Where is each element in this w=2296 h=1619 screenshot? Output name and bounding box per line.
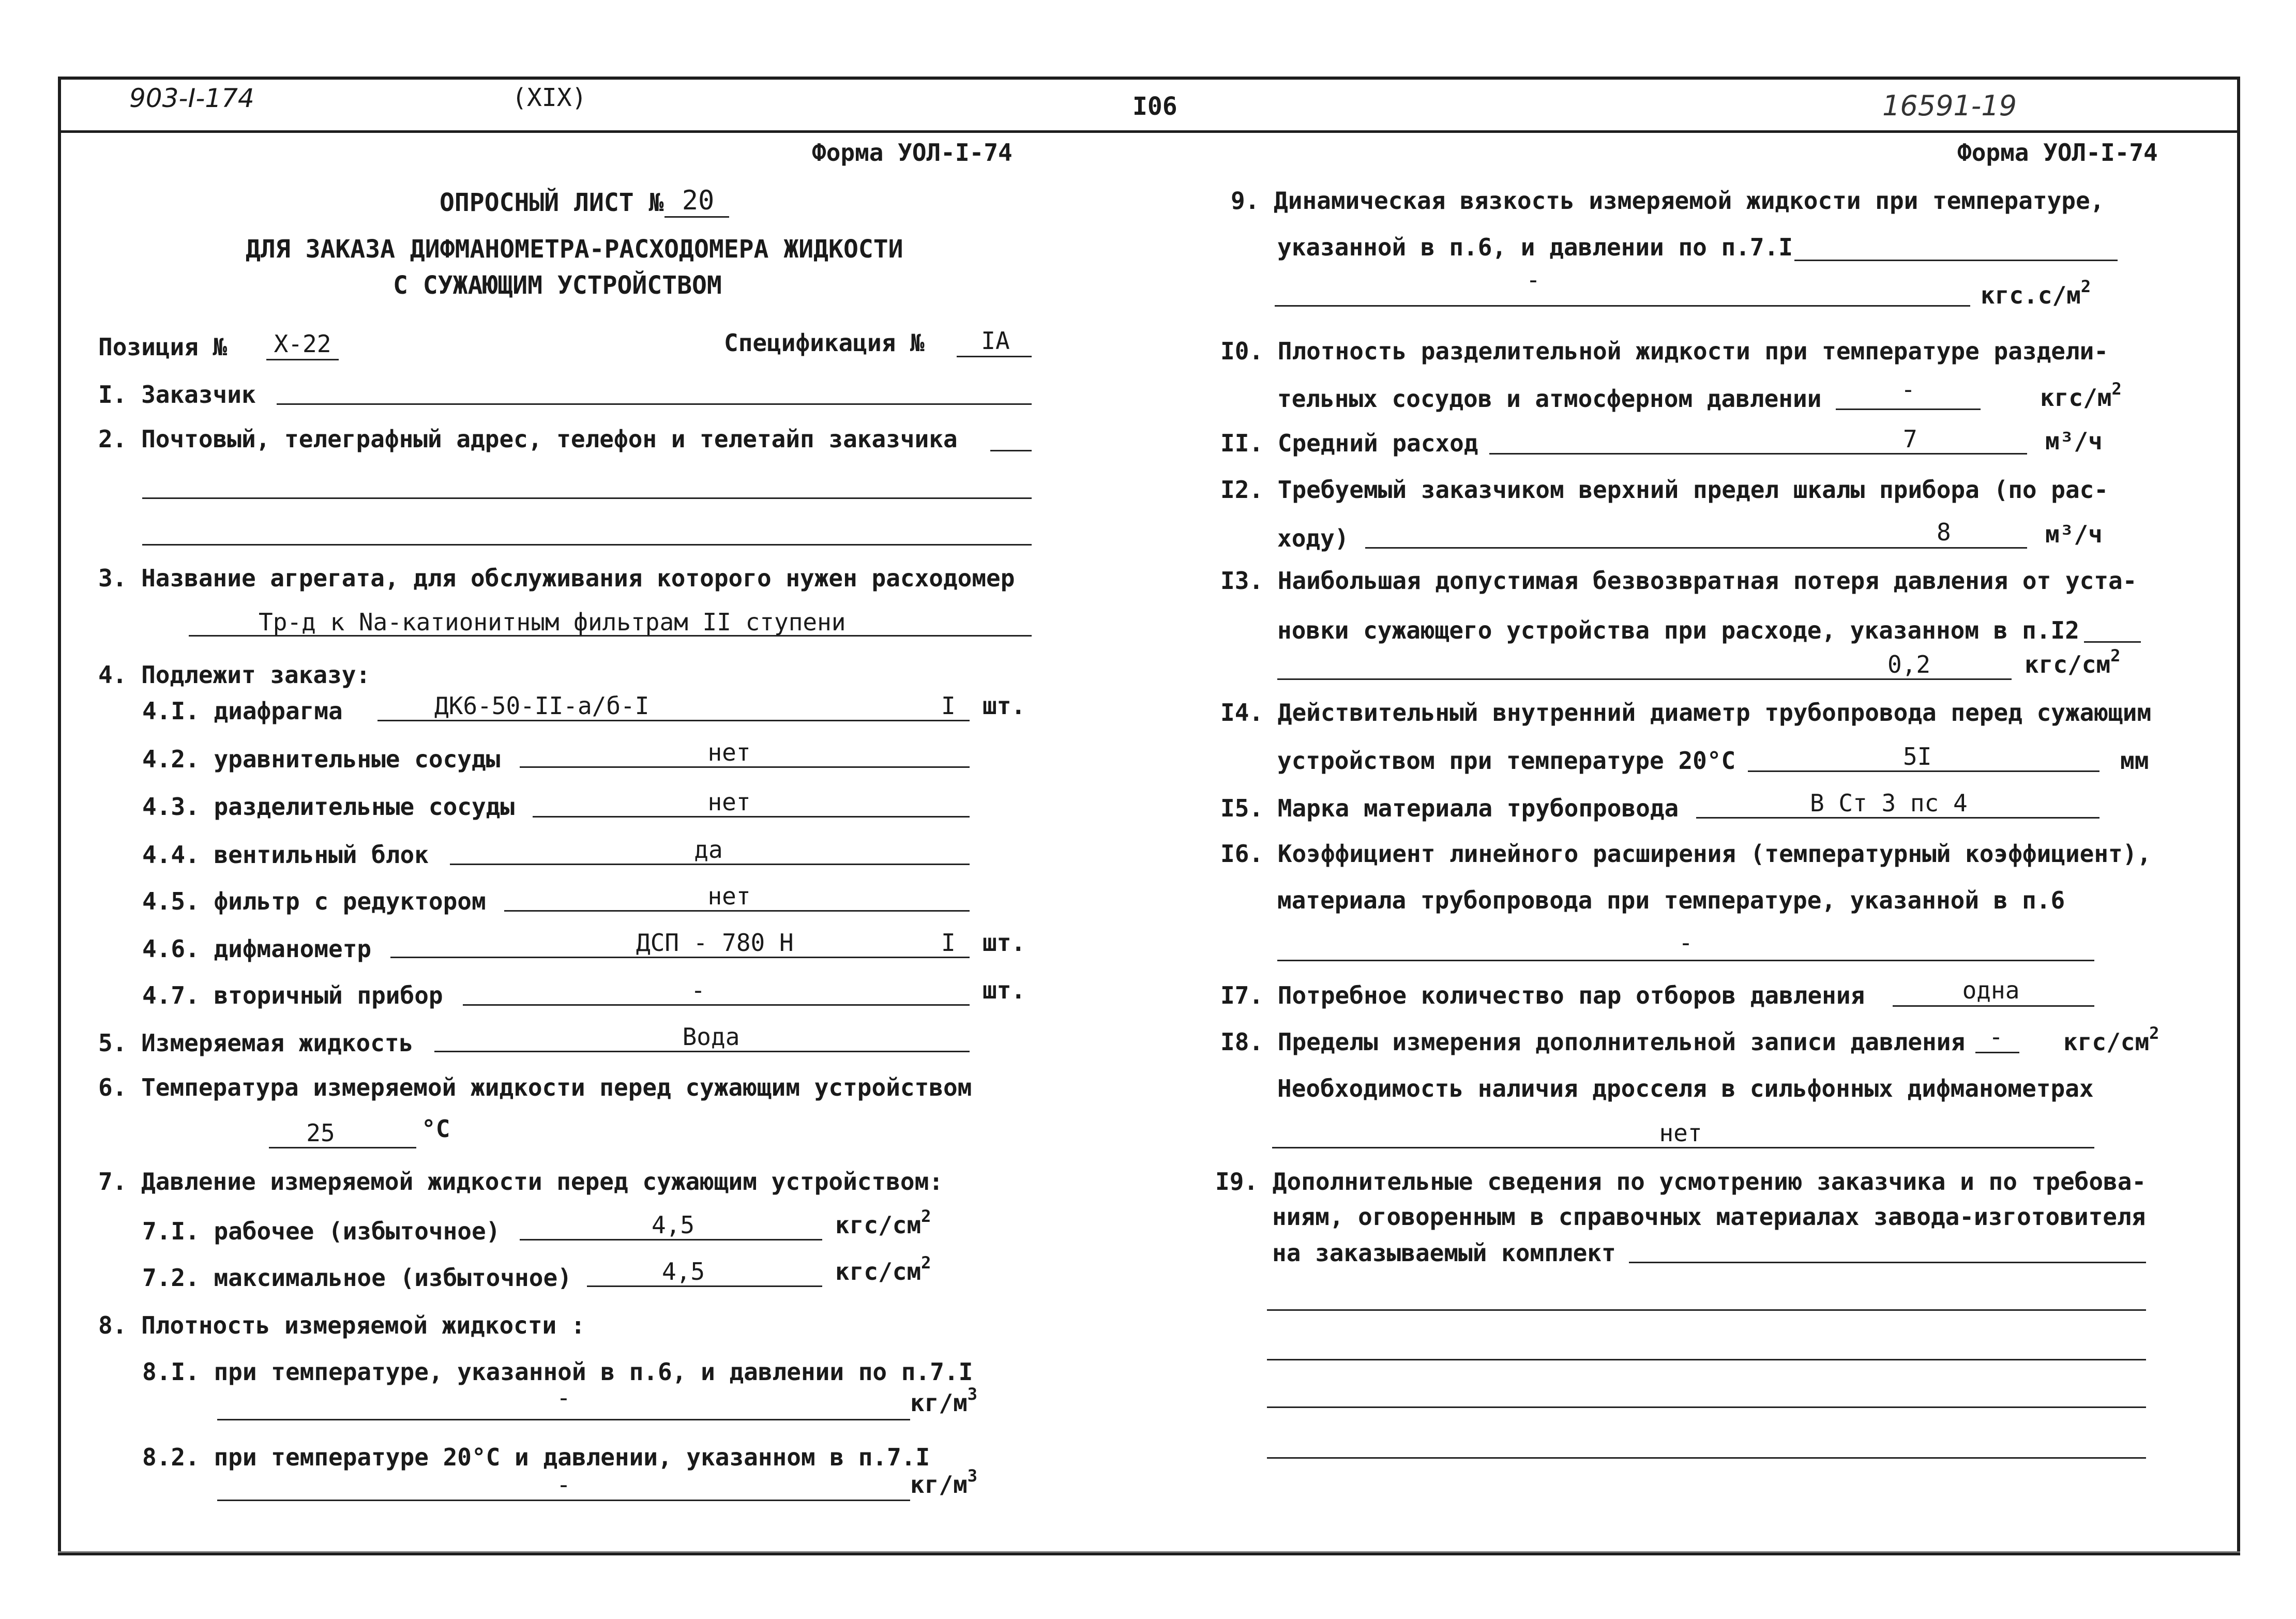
item12-line [1365, 547, 2027, 549]
item11-value: 7 [1903, 425, 1917, 453]
item9-line1: 9. Динамическая вязкость измеряемой жидкости при температуре, [1231, 187, 2105, 215]
item19-line2: ниям, оговоренным в справочных материалах завода-изготовителя [1272, 1203, 2146, 1231]
archive-number: 16591-19 [1882, 89, 2017, 122]
item7-2-line [587, 1285, 822, 1287]
position-value: Х-22 [274, 330, 331, 358]
item13-value: 0,2 [1887, 650, 1931, 678]
header-divider [58, 130, 2240, 133]
item12-line2: ходу) [1277, 524, 1349, 552]
item4-4-value: да [694, 836, 723, 864]
title-line1: ОПРОСНЫЙ ЛИСТ № [440, 188, 664, 217]
item3-label: 3. Название агрегата, для обслуживания которого нужен расходомер [98, 564, 1015, 592]
item18b-label: Необходимость наличия дросселя в сильфонных дифманометрах [1277, 1075, 2094, 1102]
item4-7-line [463, 1004, 970, 1006]
item2-line2 [142, 497, 1032, 499]
item11-unit: м³/ч [2045, 427, 2103, 455]
item4-6-line [390, 957, 970, 958]
item12-unit: м³/ч [2045, 520, 2103, 548]
item14-line1: I4. Действительный внутренний диаметр трубопровода перед сужающим [1220, 699, 2152, 727]
item4-3-label: 4.3. разделительные сосуды [142, 793, 515, 821]
item4-1-unit: шт. [983, 692, 1026, 720]
item7-1-value: 4,5 [652, 1211, 695, 1239]
item14-value: 5I [1903, 743, 1932, 770]
item14-line [1748, 770, 2099, 772]
item14-unit: мм [2120, 747, 2149, 775]
item8-2-value: - [556, 1471, 571, 1499]
item10-line [1836, 408, 1981, 410]
item4-3-value: нет [707, 788, 751, 816]
item19-line1: I9. Дополнительные сведения по усмотрению заказчика и по требова- [1215, 1168, 2147, 1196]
item4-6-value: ДСП - 780 Н [636, 929, 794, 957]
item8-1-line [217, 1419, 910, 1420]
item9-unit: $кгс.с/м^2$ [1981, 277, 2091, 309]
item8-2-unit: $кг/м^3$ [910, 1466, 978, 1499]
item11-label: II. Средний расход [1220, 429, 1478, 457]
item7-1-unit: кгс/$см^2$ [835, 1206, 931, 1239]
item8-2-label: 8.2. при температуре 20°С и давлении, указанном в п.7.I [142, 1443, 930, 1471]
item1-line [277, 403, 1032, 405]
item9-value: - [1526, 266, 1540, 294]
position-line [266, 359, 339, 360]
item13-line2: новки сужающего устройства при расходе, указанном в п.I2 [1277, 616, 2079, 644]
item4-5-value: нет [707, 882, 751, 910]
item4-4-line [450, 864, 970, 865]
item16-line1: I6. Коэффициент линейного расширения (температурный коэффициент), [1220, 840, 2152, 868]
item9-line-b [1275, 305, 1970, 307]
item4-7-label: 4.7. вторичный прибор [142, 981, 443, 1009]
item2-line1 [990, 450, 1032, 451]
item4-3-line [533, 816, 970, 818]
item6-label: 6. Температура измеряемой жидкости перед сужающим устройством [98, 1073, 972, 1101]
spec-line [957, 356, 1032, 357]
item10-line1: I0. Плотность разделительной жидкости при температуре раздели- [1220, 337, 2109, 365]
item17-label: I7. Потребное количество пар отборов давления [1220, 981, 1865, 1009]
form-label-left: Форма УОЛ-I-74 [812, 139, 1013, 167]
item4-7-value: - [691, 976, 705, 1004]
item4-4-label: 4.4. вентильный блок [142, 841, 429, 869]
item1-label: I. Заказчик [98, 381, 256, 408]
item10-line2: тельных сосудов и атмосферном давлении [1277, 385, 1822, 413]
item6-line [269, 1147, 416, 1148]
item10-value: - [1901, 375, 1915, 403]
item16-value: - [1679, 929, 1693, 957]
item9-line-a [1794, 260, 2118, 261]
item17-value: одна [1962, 976, 2020, 1004]
item4-1-label: 4.I. диафрагма [142, 697, 343, 725]
item9-line2: указанной в п.6, и давлении по п.7.I [1277, 233, 1793, 261]
item17-line [1893, 1005, 2094, 1007]
item19-line3: на заказываемый комплект [1272, 1239, 1616, 1267]
item3-line [189, 635, 1032, 637]
item8-2-line [217, 1500, 910, 1501]
item12-line1: I2. Требуемый заказчиком верхний предел шкалы прибора (по рас- [1220, 476, 2109, 504]
frame-bottom-line [58, 1551, 2240, 1553]
item15-line [1696, 817, 2099, 819]
item18b-value: нет [1659, 1119, 1702, 1147]
title-number: 20 [682, 185, 715, 216]
item4-1-value: ДК6-50-II-а/б-I [434, 692, 649, 720]
page-number: I06 [1132, 92, 1177, 121]
item4-1-qty: I [941, 692, 956, 720]
item4-5-label: 4.5. фильтр с редуктором [142, 887, 486, 915]
item10-unit: кгс/$м^2$ [2040, 379, 2122, 412]
item19-line-e [1267, 1457, 2146, 1459]
item16-line2: материала трубопровода при температуре, указанной в п.6 [1277, 886, 2065, 914]
item14-line2: устройством при температуре 20°С [1277, 747, 1736, 775]
item19-line-d [1267, 1406, 2146, 1408]
item7-1-line [520, 1239, 822, 1240]
item7-2-value: 4,5 [662, 1258, 705, 1285]
item2-label: 2. Почтовый, телеграфный адрес, телефон и телетайп заказчика [98, 425, 958, 453]
form-label-right: Форма УОЛ-I-74 [1957, 139, 2158, 167]
item18-unit: кгс/$см^2$ [2063, 1023, 2159, 1056]
item8-1-value: - [556, 1384, 571, 1412]
position-label: Позиция № [98, 333, 228, 361]
spec-label: Спецификация № [724, 329, 925, 357]
title-line2: ДЛЯ ЗАКАЗА ДИФМАНОМЕТРА-РАСХОДОМЕРА ЖИДКОСТИ [246, 235, 903, 264]
item4-1-line [377, 720, 970, 721]
item15-value: В Ст 3 пс 4 [1810, 789, 1968, 817]
item3-value: Тр-д к Nа-катионитным фильтрам II ступени [259, 608, 846, 636]
item15-label: I5. Марка материала трубопровода [1220, 794, 1679, 822]
item4-5-line [504, 910, 970, 912]
spec-value: IА [981, 327, 1010, 355]
item13-line1: I3. Наибольшая допустимая безвозвратная потеря давления от уста- [1220, 567, 2137, 595]
item6-value: 25 [306, 1119, 335, 1147]
item18b-line [1272, 1147, 2094, 1148]
item18-label: I8. Пределы измерения дополнительной записи давления [1220, 1028, 1966, 1056]
item4-label: 4. Подлежит заказу: [98, 661, 371, 689]
title-number-line [664, 216, 729, 218]
item5-line [434, 1051, 970, 1052]
title-line3: С СУЖАЮЩИМ УСТРОЙСТВОМ [393, 271, 722, 300]
item16-line [1277, 960, 2094, 961]
item4-6-unit: шт. [983, 929, 1026, 957]
item4-7-unit: шт. [983, 976, 1026, 1004]
item5-value: Вода [682, 1023, 740, 1051]
item5-label: 5. Измеряемая жидкость [98, 1029, 414, 1057]
item13-unit: кгс/$см^2$ [2025, 646, 2121, 678]
item12-value: 8 [1937, 518, 1951, 546]
item18-value: - [1989, 1023, 2003, 1051]
item19-line-c [1267, 1359, 2146, 1360]
item2-line3 [142, 544, 1032, 546]
item8-1-label: 8.I. при температуре, указанной в п.6, и давлении по п.7.I [142, 1358, 973, 1386]
item4-2-label: 4.2. уравнительные сосуды [142, 745, 501, 773]
item13-line-a [2084, 641, 2141, 643]
item4-2-value: нет [707, 738, 751, 766]
item6-unit: °С [421, 1115, 450, 1143]
item13-line-b [1277, 678, 2012, 680]
item4-2-line [520, 766, 970, 768]
item7-2-unit: кгс/$см^2$ [835, 1253, 931, 1285]
item19-line-a [1629, 1262, 2146, 1263]
item7-2-label: 7.2. максимальное (избыточное) [142, 1264, 572, 1292]
item19-line-b [1267, 1309, 2146, 1311]
item4-6-qty: I [941, 929, 956, 957]
roman-code: (XIX) [512, 83, 587, 112]
item7-1-label: 7.I. рабочее (избыточное) [142, 1217, 501, 1245]
item4-6-label: 4.6. дифманометр [142, 935, 372, 963]
item8-label: 8. Плотность измеряемой жидкости : [98, 1311, 585, 1339]
item8-1-unit: $кг/м^3$ [910, 1384, 978, 1417]
project-code: 903-I-174 [129, 83, 254, 113]
item11-line [1489, 453, 2027, 455]
item18-line [1975, 1052, 2019, 1053]
item7-label: 7. Давление измеряемой жидкости перед сужающим устройством: [98, 1168, 943, 1196]
